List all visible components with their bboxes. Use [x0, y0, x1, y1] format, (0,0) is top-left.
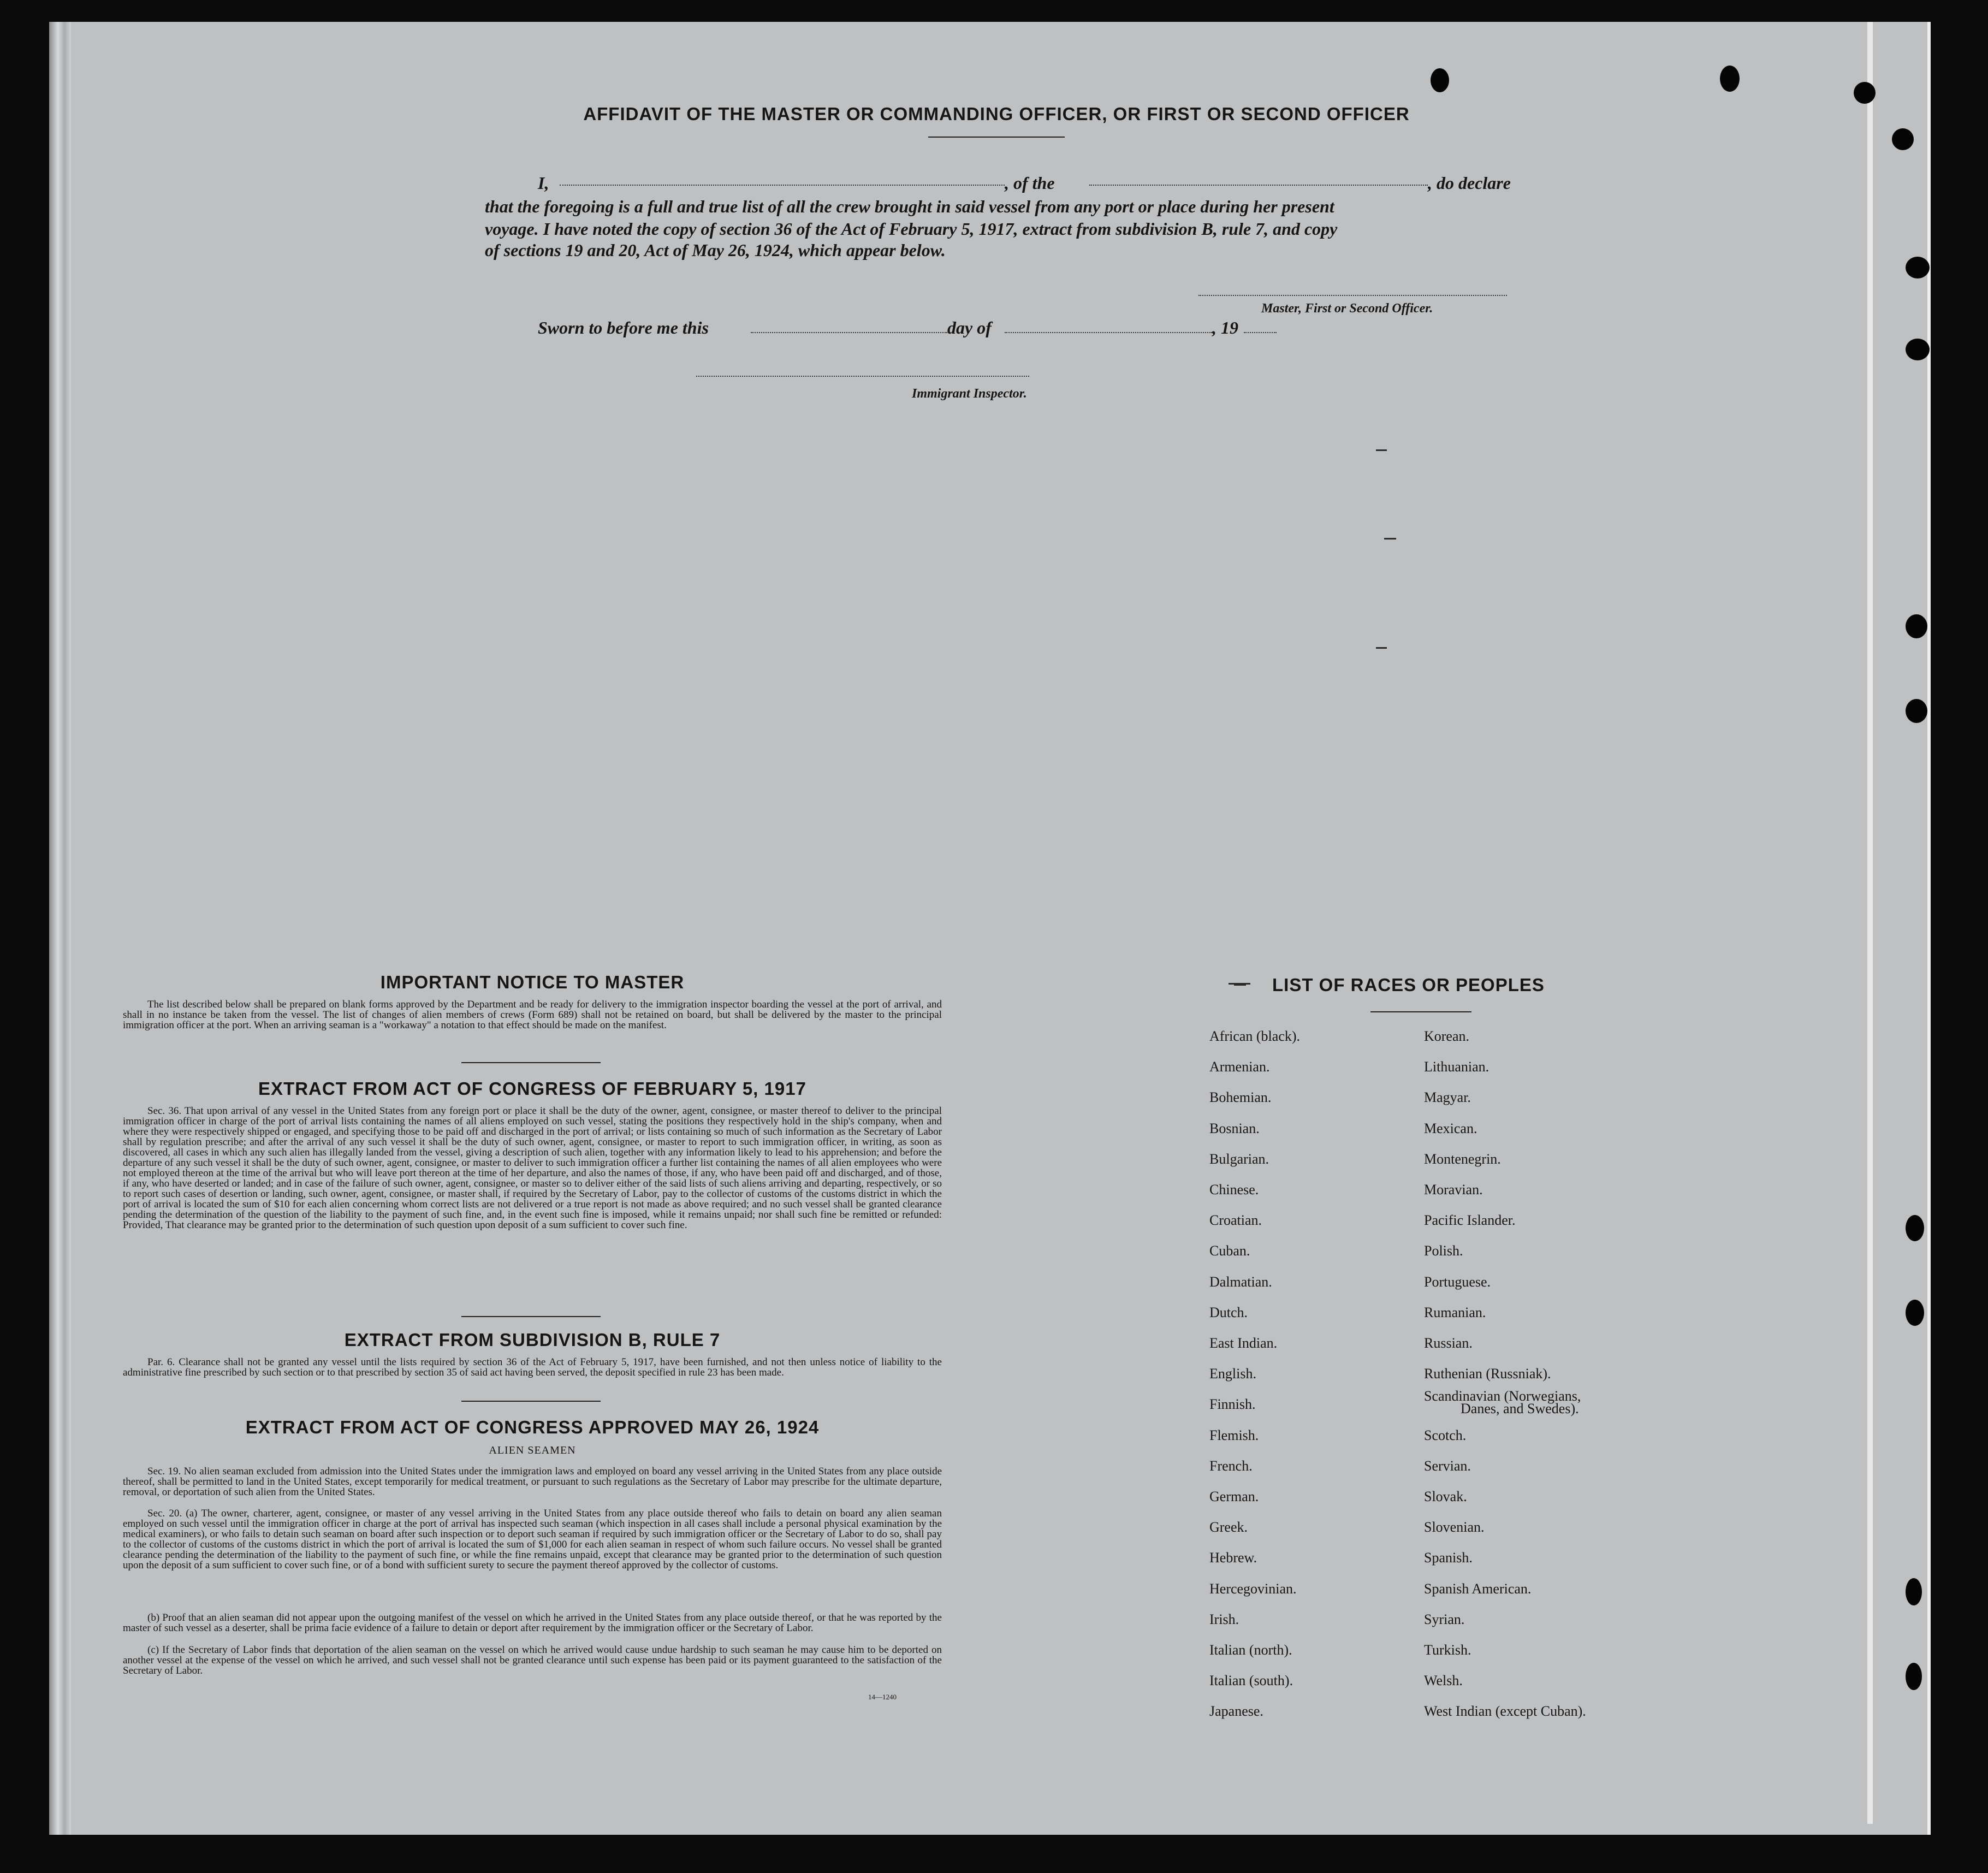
punch-hole — [1431, 68, 1449, 92]
race-item: Polish. — [1424, 1243, 1463, 1259]
master-label: Master, First or Second Officer. — [1261, 301, 1433, 316]
sec-20c-text: (c) If the Secretary of Labor finds that deportation of the alien seaman on the vessel on which he arrived would cause undue hardship to such seaman he may cause him to be deported on another vessel at the expense of the vessel on which he arrived, and such vessel shall not be granted clearance until such expense has been paid or its payment guaranteed to the satisfaction of the Secretary of Labor. — [123, 1644, 942, 1676]
race-item: Ruthenian (Russniak). — [1424, 1366, 1551, 1382]
race-item: Italian (north). — [1209, 1642, 1292, 1658]
scan-mark — [1234, 984, 1246, 986]
sec-20a-text: Sec. 20. (a) The owner, charterer, agent, consignee, or master of any vessel arriving in the United States from any place outside thereof who fails to detain on board any alien seaman employed on such vessel until the immigration officer in charge at the port of arrival has inspected such seaman (which inspection in all cases shall include a personal physical examination by the medical examiners), or who fails to detain such seaman on board after such inspection or to deport such seaman if required by such immigration officer or the Secretary of Labor to do so, shall pay to the collector of customs of the customs district in which the port of arrival is located the sum of $1,000 for each alien seaman in respect of whom such failure occurs. No vessel shall be granted clearance pending the determination of the liability to the payment of such fine, or while the fine remains unpaid, except that clearance may be granted prior to the determination of such question upon the deposit of a sum sufficient to cover such fine, or of a bond with sufficient surety to secure the payment thereof approved by the collector of customs. — [123, 1508, 942, 1571]
section-divider — [461, 1401, 601, 1402]
punch-hole — [1854, 82, 1876, 104]
race-item: Greek. — [1209, 1519, 1248, 1536]
races-underline — [1370, 1011, 1471, 1012]
sworn-year-field[interactable] — [1244, 332, 1277, 333]
sec-20b-text: (b) Proof that an alien seaman did not appear upon the outgoing manifest of the vessel on which he arrived in the United States from any place outside thereof, or that he was reported by the master of such vessel as a deserter, shall be prima facie evidence of a failure to detain or deport after requirement by the immigration officer or the Secretary of Labor. — [123, 1612, 942, 1634]
race-item: Japanese. — [1209, 1703, 1263, 1720]
scan-mark — [1376, 647, 1387, 649]
race-item: Bohemian. — [1209, 1089, 1272, 1106]
race-item: Hebrew. — [1209, 1550, 1257, 1566]
race-item: Lithuanian. — [1424, 1059, 1489, 1075]
extract-1917-title: EXTRACT FROM ACT OF CONGRESS OF FEBRUARY 5, 1917 — [258, 1078, 806, 1099]
race-item: French. — [1209, 1457, 1253, 1474]
race-item: Russian. — [1424, 1335, 1473, 1352]
race-item: Mexican. — [1424, 1120, 1477, 1136]
race-item-continuation: Danes, and Swedes). — [1461, 1401, 1579, 1416]
punch-hole — [1906, 257, 1930, 278]
races-left-column — [1209, 1021, 1300, 1727]
race-item: Korean. — [1424, 1028, 1470, 1044]
name-field[interactable] — [560, 185, 1005, 186]
punch-hole — [1906, 1300, 1924, 1326]
section-divider — [461, 1062, 601, 1063]
race-item: Pacific Islander. — [1424, 1212, 1516, 1229]
affidavit-do-declare: , do declare — [1428, 173, 1511, 193]
race-item: Turkish. — [1424, 1642, 1471, 1658]
race-item: Hercegovinian. — [1209, 1580, 1297, 1597]
scan-mark — [1376, 449, 1387, 451]
race-item: Dutch. — [1209, 1304, 1248, 1320]
subdivision-b-text: Par. 6. Clearance shall not be granted any vessel until the lists required by section 36 of the Act of February 5, 1917, have been furnished, and not then unless notice of liability to the administrative fine prescribed by such section or to that prescribed by section 35 of said act having been served, the deposit specified in rule 23 has been made. — [123, 1356, 942, 1378]
affidavit-i-label: I, — [538, 173, 549, 193]
affidavit-title: AFFIDAVIT OF THE MASTER OR COMMANDING OFFICER, OR FIRST OR SECOND OFFICER — [583, 104, 1410, 124]
race-item: Spanish. — [1424, 1550, 1473, 1566]
form-number: 14—1240 — [868, 1693, 897, 1701]
sworn-label: Sworn to before me this — [538, 318, 709, 337]
punch-hole — [1906, 1663, 1922, 1690]
race-item: Dalmatian. — [1209, 1273, 1272, 1290]
race-item: Italian (south). — [1209, 1673, 1293, 1689]
vessel-field[interactable] — [1089, 185, 1428, 186]
race-item: African (black). — [1209, 1028, 1301, 1044]
affidavit-of-the: , of the — [1005, 173, 1055, 193]
race-item: Bulgarian. — [1209, 1151, 1269, 1167]
race-item: Syrian. — [1424, 1611, 1465, 1627]
race-item: Portuguese. — [1424, 1273, 1491, 1290]
race-item: Cuban. — [1209, 1243, 1250, 1259]
race-item: Irish. — [1209, 1611, 1239, 1627]
race-item: East Indian. — [1209, 1335, 1278, 1352]
sworn-day-field[interactable] — [751, 332, 947, 333]
punch-hole — [1906, 1578, 1922, 1605]
race-item: Servian. — [1424, 1457, 1471, 1474]
binding-edge — [49, 22, 71, 1835]
extract-1917-text: Sec. 36. That upon arrival of any vessel in the United States from any foreign port or place it shall be the duty of the owner, agent, consignee, or master thereof to deliver to the principal immigration officer in charge of the port of arrival lists containing the names of all aliens employed on such vessel, stating the positions they respectively hold in the ship's company, when and where they were respectively shipped or engaged, and specifying those to be paid off and discharged in the port of arrival; or lists containing so much of such information as the Secretary of Labor shall by regulation prescribe; and after the arrival of any such vessel it shall be the duty of such owner, agent, consignee, or master to report to such immigration officer, in writing, as soon as discovered, all cases in which any such alien has illegally landed from the vessel, giving a description of such alien, together with any information likely to lead to his apprehension; and before the departure of any such vessel it shall be the duty of such owner, agent, consignee, or master to deliver to such immigration officer a further list containing the names of all alien employees who were not employed thereon at the time of the arrival but who will leave port thereon at the time of her departure, and also the names of those, if any, who have been paid off and discharged, and of those, if any, who have deserted or landed; and in case of the failure of such owner, agent, consignee, or master so to deliver either of the said lists of such aliens arriving and departing, respectively, or so to report such cases of desertion or landing, such owner, agent, consignee, or master shall, if required by the Secretary of Labor, pay to the collector of customs of the customs district in which the port of arrival is located the sum of $10 for each alien concerning whom correct lists are not delivered or a true report is not made as above required; and no such vessel shall be granted clearance pending the determination of the question of the liability to the payment of such fine, and, in the event such fine is imposed, while it remains unpaid; nor shall such fine be remitted or refunded: Provided, That clearance may be granted prior to the determination of such question upon deposit of a sum sufficient to cover such fine. — [123, 1105, 942, 1231]
race-item: Bosnian. — [1209, 1120, 1260, 1136]
punch-hole — [1892, 128, 1914, 150]
day-of-label: day of — [947, 318, 992, 337]
inspector-signature-line[interactable] — [696, 376, 1029, 377]
race-item: Moravian. — [1424, 1182, 1483, 1198]
race-item: German. — [1209, 1489, 1259, 1505]
race-item: Scotch. — [1424, 1427, 1467, 1443]
race-item: Finnish. — [1209, 1396, 1256, 1413]
title-underline — [928, 137, 1065, 138]
scan-mark — [1384, 538, 1396, 540]
race-item: Slovak. — [1424, 1489, 1467, 1505]
races-title: LIST OF RACES OR PEOPLES — [1272, 975, 1545, 995]
race-item: West Indian (except Cuban). — [1424, 1703, 1586, 1720]
inspector-label: Immigrant Inspector. — [912, 387, 1027, 401]
race-item: Scandinavian (Norwegians, — [1424, 1388, 1581, 1404]
master-signature-line[interactable] — [1198, 295, 1507, 296]
notice-title: IMPORTANT NOTICE TO MASTER — [380, 972, 685, 992]
page-edge — [1867, 22, 1873, 1824]
punch-hole — [1906, 339, 1930, 360]
subdivision-b-title: EXTRACT FROM SUBDIVISION B, RULE 7 — [344, 1330, 721, 1350]
race-item: Welsh. — [1424, 1673, 1463, 1689]
race-item: Montenegrin. — [1424, 1151, 1501, 1167]
punch-hole — [1906, 614, 1927, 638]
punch-hole — [1720, 66, 1740, 92]
extract-1924-title: EXTRACT FROM ACT OF CONGRESS APPROVED MAY 26, 1924 — [245, 1417, 820, 1437]
punch-hole — [1906, 699, 1927, 723]
affidavit-line-3: voyage. I have noted the copy of section 36 of the Act of February 5, 1917, extract from subdivision B, rule 7, and copy — [485, 219, 1338, 239]
race-item: Chinese. — [1209, 1182, 1259, 1198]
race-item: Magyar. — [1424, 1089, 1471, 1106]
race-item: Flemish. — [1209, 1427, 1259, 1443]
race-item: Spanish American. — [1424, 1580, 1532, 1597]
race-item: Croatian. — [1209, 1212, 1262, 1229]
affidavit-line-2: that the foregoing is a full and true list of all the crew brought in said vessel from any port or place during her present — [485, 197, 1334, 216]
notice-text: The list described below shall be prepared on blank forms approved by the Department and be ready for delivery to the immigration inspector boarding the vessel at the port of arrival, and shall in no instance be taken from the vessel. The list of changes of alien members of crews (Form 689) shall not be retained on board, but shall be delivered by the master to the principal immigration officer at the port. When an arriving seaman is a "workaway" a notation to that effect should be made on the manifest. — [123, 999, 942, 1031]
race-item: Armenian. — [1209, 1059, 1270, 1075]
sec-19-text: Sec. 19. No alien seaman excluded from admission into the United States under the immigration laws and employed on board any vessel arriving in the United States from any place outside thereof, shall be permitted to land in the United States, except temporarily for medical treatment, or pursuant to such regulations as the Secretary of Labor may prescribe for the ultimate departure, removal, or deportation of such alien from the United States. — [123, 1466, 942, 1498]
races-right-column — [1424, 1021, 1586, 1727]
affidavit-line-4: of sections 19 and 20, Act of May 26, 1924, which appear below. — [485, 240, 946, 260]
race-item: English. — [1209, 1366, 1256, 1382]
race-item: Rumanian. — [1424, 1304, 1486, 1320]
alien-seamen-subtitle: ALIEN SEAMEN — [489, 1444, 576, 1456]
punch-hole — [1906, 1215, 1924, 1241]
section-divider — [461, 1316, 601, 1317]
sworn-month-field[interactable] — [1005, 332, 1212, 333]
year-label: , 19 — [1212, 318, 1238, 337]
race-item: Slovenian. — [1424, 1519, 1485, 1536]
